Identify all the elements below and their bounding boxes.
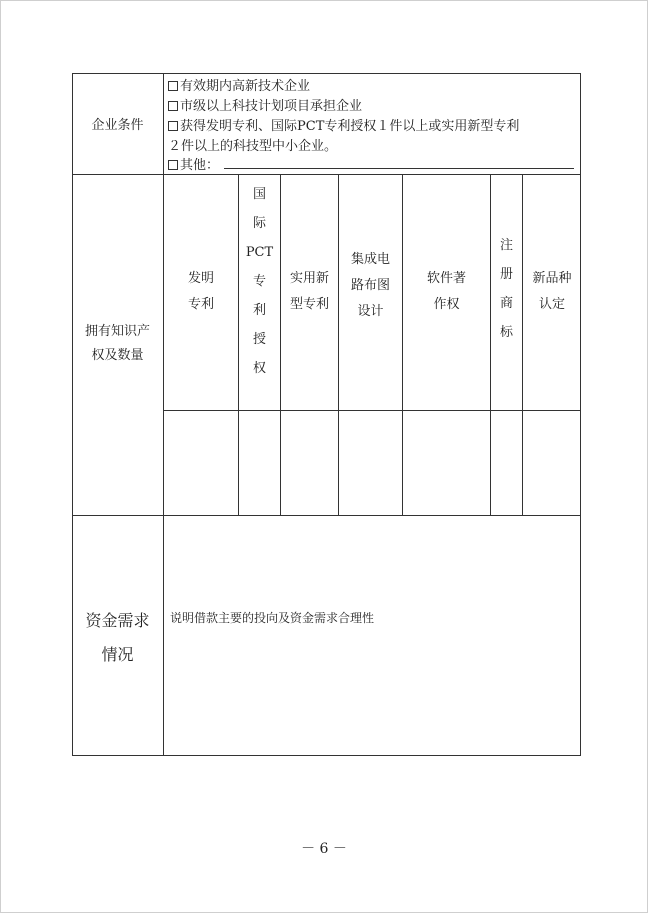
ip-label: 拥有知识产 权及数量	[84, 324, 150, 363]
checkbox-icon[interactable]	[168, 121, 178, 131]
funding-label: 资金需求 情况	[85, 611, 150, 664]
checkbox-option-patents[interactable]: 获得发明专利、国际PCT专利授权１件以上或实用新型专利	[168, 117, 519, 137]
row-divider-conditions	[72, 174, 581, 175]
company-conditions-label: 企业条件	[91, 118, 144, 133]
checkbox-option-high-tech[interactable]: 有效期内高新技术企业	[168, 77, 310, 97]
other-fill-line[interactable]	[224, 168, 574, 169]
checkbox-icon[interactable]	[168, 160, 178, 170]
ip-column-plant-variety: 新品种 认定	[532, 271, 572, 312]
ip-count-cell-plant-variety[interactable]	[523, 411, 581, 515]
ip-count-cell-pct[interactable]	[239, 411, 280, 515]
checkbox-option-other[interactable]: 其他：	[168, 156, 219, 176]
ip-column-pct-patent: 国 际 PCT 专 利 授 权	[245, 187, 274, 376]
ip-column-utility-model: 实用新 型专利	[289, 271, 329, 312]
funding-input-area[interactable]	[164, 516, 581, 756]
ip-count-cell-ic-layout[interactable]	[339, 411, 402, 515]
ip-column-trademark: 注 册 商 标	[499, 238, 513, 340]
checkbox-option-patents-continued: ２件以上的科技型中小企业。	[168, 139, 338, 154]
ip-count-cell-utility[interactable]	[281, 411, 338, 515]
ip-column-software-copyright: 软件著 作权	[426, 271, 466, 312]
ip-count-cell-software[interactable]	[403, 411, 490, 515]
ip-column-invention-patent: 发明 专利	[187, 271, 214, 312]
checkbox-icon[interactable]	[168, 81, 178, 91]
ip-count-cell-trademark[interactable]	[491, 411, 522, 515]
ip-count-cell-invention[interactable]	[164, 411, 238, 515]
checkbox-icon[interactable]	[168, 101, 178, 111]
ip-column-ic-layout: 集成电 路布图 设计	[350, 252, 390, 319]
checkbox-option-municipal-project[interactable]: 市级以上科技计划项目承担企业	[168, 97, 362, 117]
page-number: － 6 －	[301, 841, 347, 857]
funding-note: 说明借款主要的投向及资金需求合理性	[170, 611, 375, 625]
